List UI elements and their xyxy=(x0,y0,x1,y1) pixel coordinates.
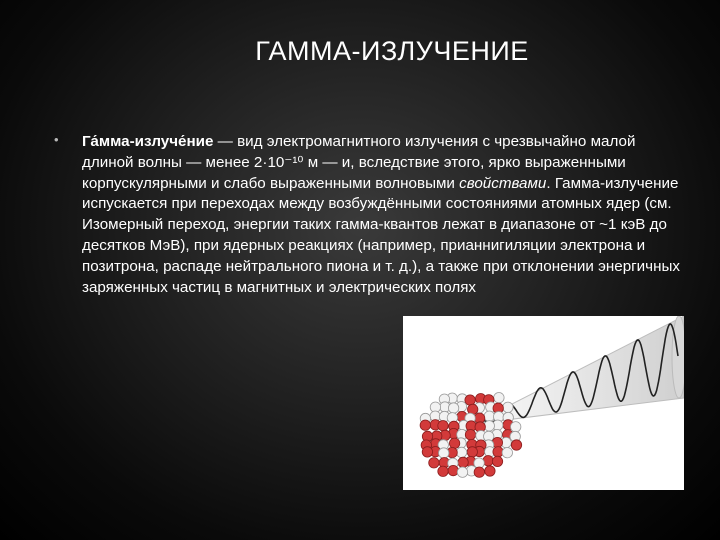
neutron-ball xyxy=(503,402,513,412)
body-paragraph xyxy=(82,132,682,298)
paragraph-text-1: — вид электромагнитного излучения с чрезвычайно малой длиной волны — менее 2·10⁻¹⁰ м — и, вследствие этого, ярко выраженными корпускулярными и слабо выраженными волновыми xyxy=(82,133,636,192)
neutron-ball xyxy=(456,447,466,457)
nucleus-gamma-svg xyxy=(403,316,684,490)
proton-ball xyxy=(465,430,475,440)
neutron-ball xyxy=(457,467,467,477)
proton-ball xyxy=(422,447,432,457)
proton-ball xyxy=(492,456,502,466)
proton-ball xyxy=(429,458,439,468)
neutron-ball xyxy=(448,403,458,413)
proton-ball xyxy=(467,447,477,457)
gamma-emission-illustration xyxy=(403,316,684,490)
neutron-ball xyxy=(494,393,504,403)
atomic-nucleus xyxy=(420,393,522,478)
bullet-marker: • xyxy=(54,132,59,147)
proton-ball xyxy=(448,465,458,475)
neutron-ball xyxy=(439,448,449,458)
proton-ball xyxy=(474,467,484,477)
proton-ball xyxy=(420,420,430,430)
slide-title: ГАММА-ИЗЛУЧЕНИЕ xyxy=(255,36,529,66)
paragraph-italic-word: свойствами xyxy=(459,174,547,192)
neutron-ball xyxy=(484,411,494,421)
cone-rim xyxy=(672,316,684,398)
term-gamma-radiation: Га́мма-излуче́ние xyxy=(82,133,214,150)
proton-ball xyxy=(511,440,521,450)
proton-ball xyxy=(485,466,495,476)
proton-ball xyxy=(449,438,459,448)
paragraph-text-2: . Гамма-излучение испускается при переходах между возбуждёнными состояниями атомных ядер (см. Изомерный переход, энергии таких гамма-квантов лежат в диапазоне от ~1 кэВ до десятков МэВ), при ядерных реакциях (например, прианнигиляции электрона и позитрона, распаде нейтрального пиона и т. д.), а также при отклонении энергичных заряженных частиц в магнитных и электрических полях xyxy=(82,174,680,296)
neutron-ball xyxy=(502,448,512,458)
proton-ball xyxy=(465,395,475,405)
proton-ball xyxy=(438,466,448,476)
proton-ball xyxy=(438,421,448,431)
proton-ball xyxy=(493,447,503,457)
proton-ball xyxy=(458,457,468,467)
neutron-ball xyxy=(511,422,521,432)
